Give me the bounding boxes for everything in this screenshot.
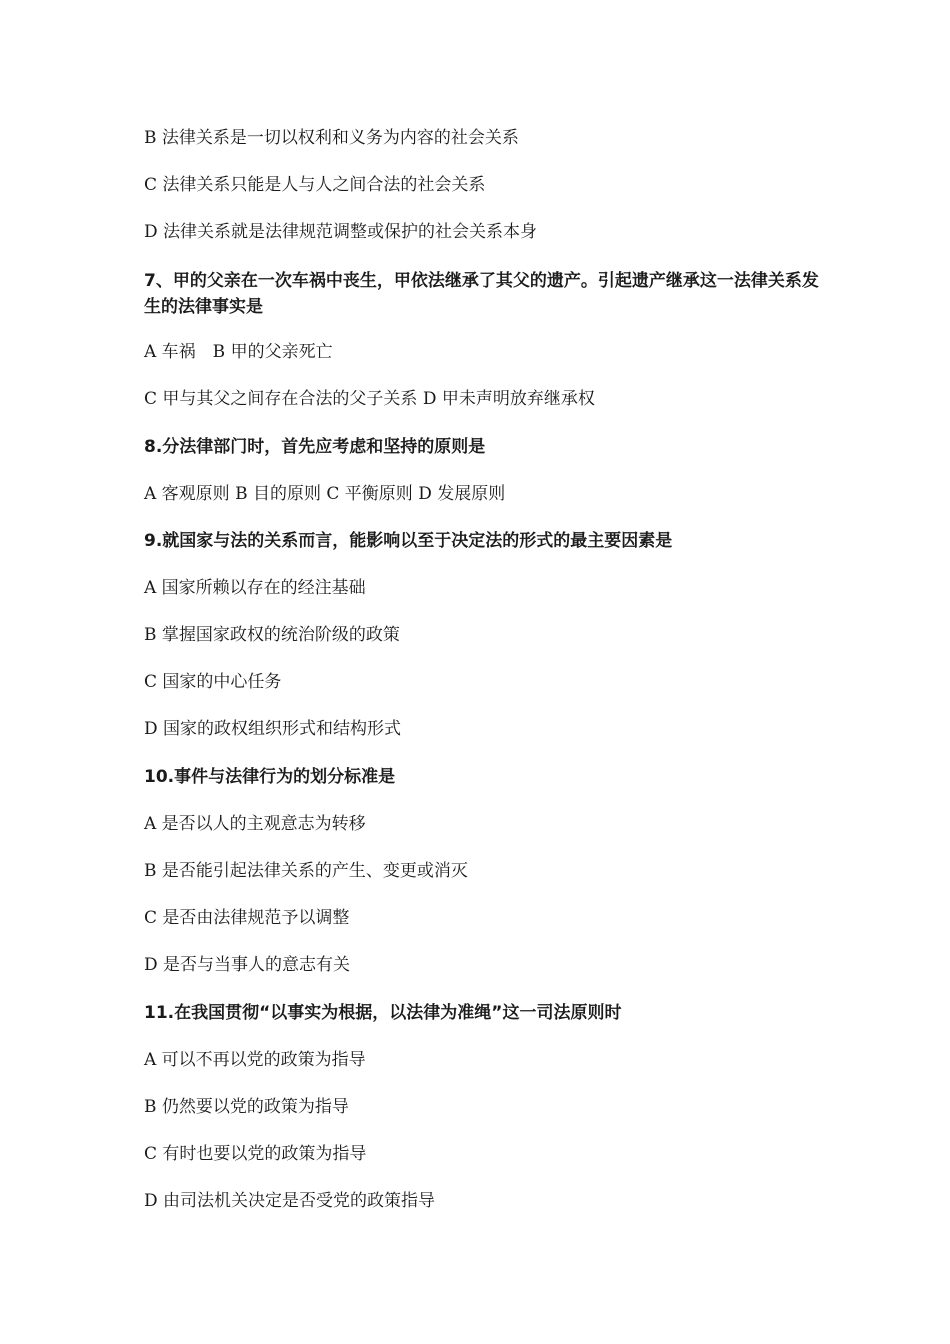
option-line: B 法律关系是一切以权利和义务为内容的社会关系 <box>144 128 519 148</box>
option-line: A 是否以人的主观意志为转移 <box>144 814 366 834</box>
question-heading: 8.分法律部门时，首先应考虑和坚持的原则是 <box>144 437 486 457</box>
option-line: D 国家的政权组织形式和结构形式 <box>144 719 402 739</box>
question-heading: 7、甲的父亲在一次车祸中丧生，甲依法继承了其父的遗产。引起遗产继承这一法律关系发生的法律事实是 <box>144 271 819 317</box>
option-line: C 有时也要以党的政策为指导 <box>144 1144 367 1164</box>
option-line: A 可以不再以党的政策为指导 <box>144 1050 366 1070</box>
option-line: C 是否由法律规范予以调整 <box>144 908 350 928</box>
option-line: C 国家的中心任务 <box>144 672 282 692</box>
option-line: D 法律关系就是法律规范调整或保护的社会关系本身 <box>144 222 538 242</box>
option-line: C 甲与其父之间存在合法的父子关系 D 甲未声明放弃继承权 <box>144 389 595 409</box>
option-line: B 掌握国家政权的统治阶级的政策 <box>144 625 400 645</box>
option-line: C 法律关系只能是人与人之间合法的社会关系 <box>144 175 486 195</box>
question-heading: 10.事件与法律行为的划分标准是 <box>144 767 396 787</box>
option-line: B 仍然要以党的政策为指导 <box>144 1097 349 1117</box>
option-line: D 由司法机关决定是否受党的政策指导 <box>144 1191 436 1211</box>
question-heading: 9.就国家与法的关系而言，能影响以至于决定法的形式的最主要因素是 <box>144 531 673 551</box>
option-line: B 是否能引起法律关系的产生、变更或消灭 <box>144 861 468 881</box>
option-line: D 是否与当事人的意志有关 <box>144 955 351 975</box>
option-line: A 车祸 B 甲的父亲死亡 <box>144 342 333 362</box>
option-line: A 客观原则 B 目的原则 C 平衡原则 D 发展原则 <box>144 484 506 504</box>
option-line: A 国家所赖以存在的经注基础 <box>144 578 366 598</box>
question-heading: 11.在我国贯彻“以事实为根据，以法律为准绳”这一司法原则时 <box>144 1003 622 1023</box>
